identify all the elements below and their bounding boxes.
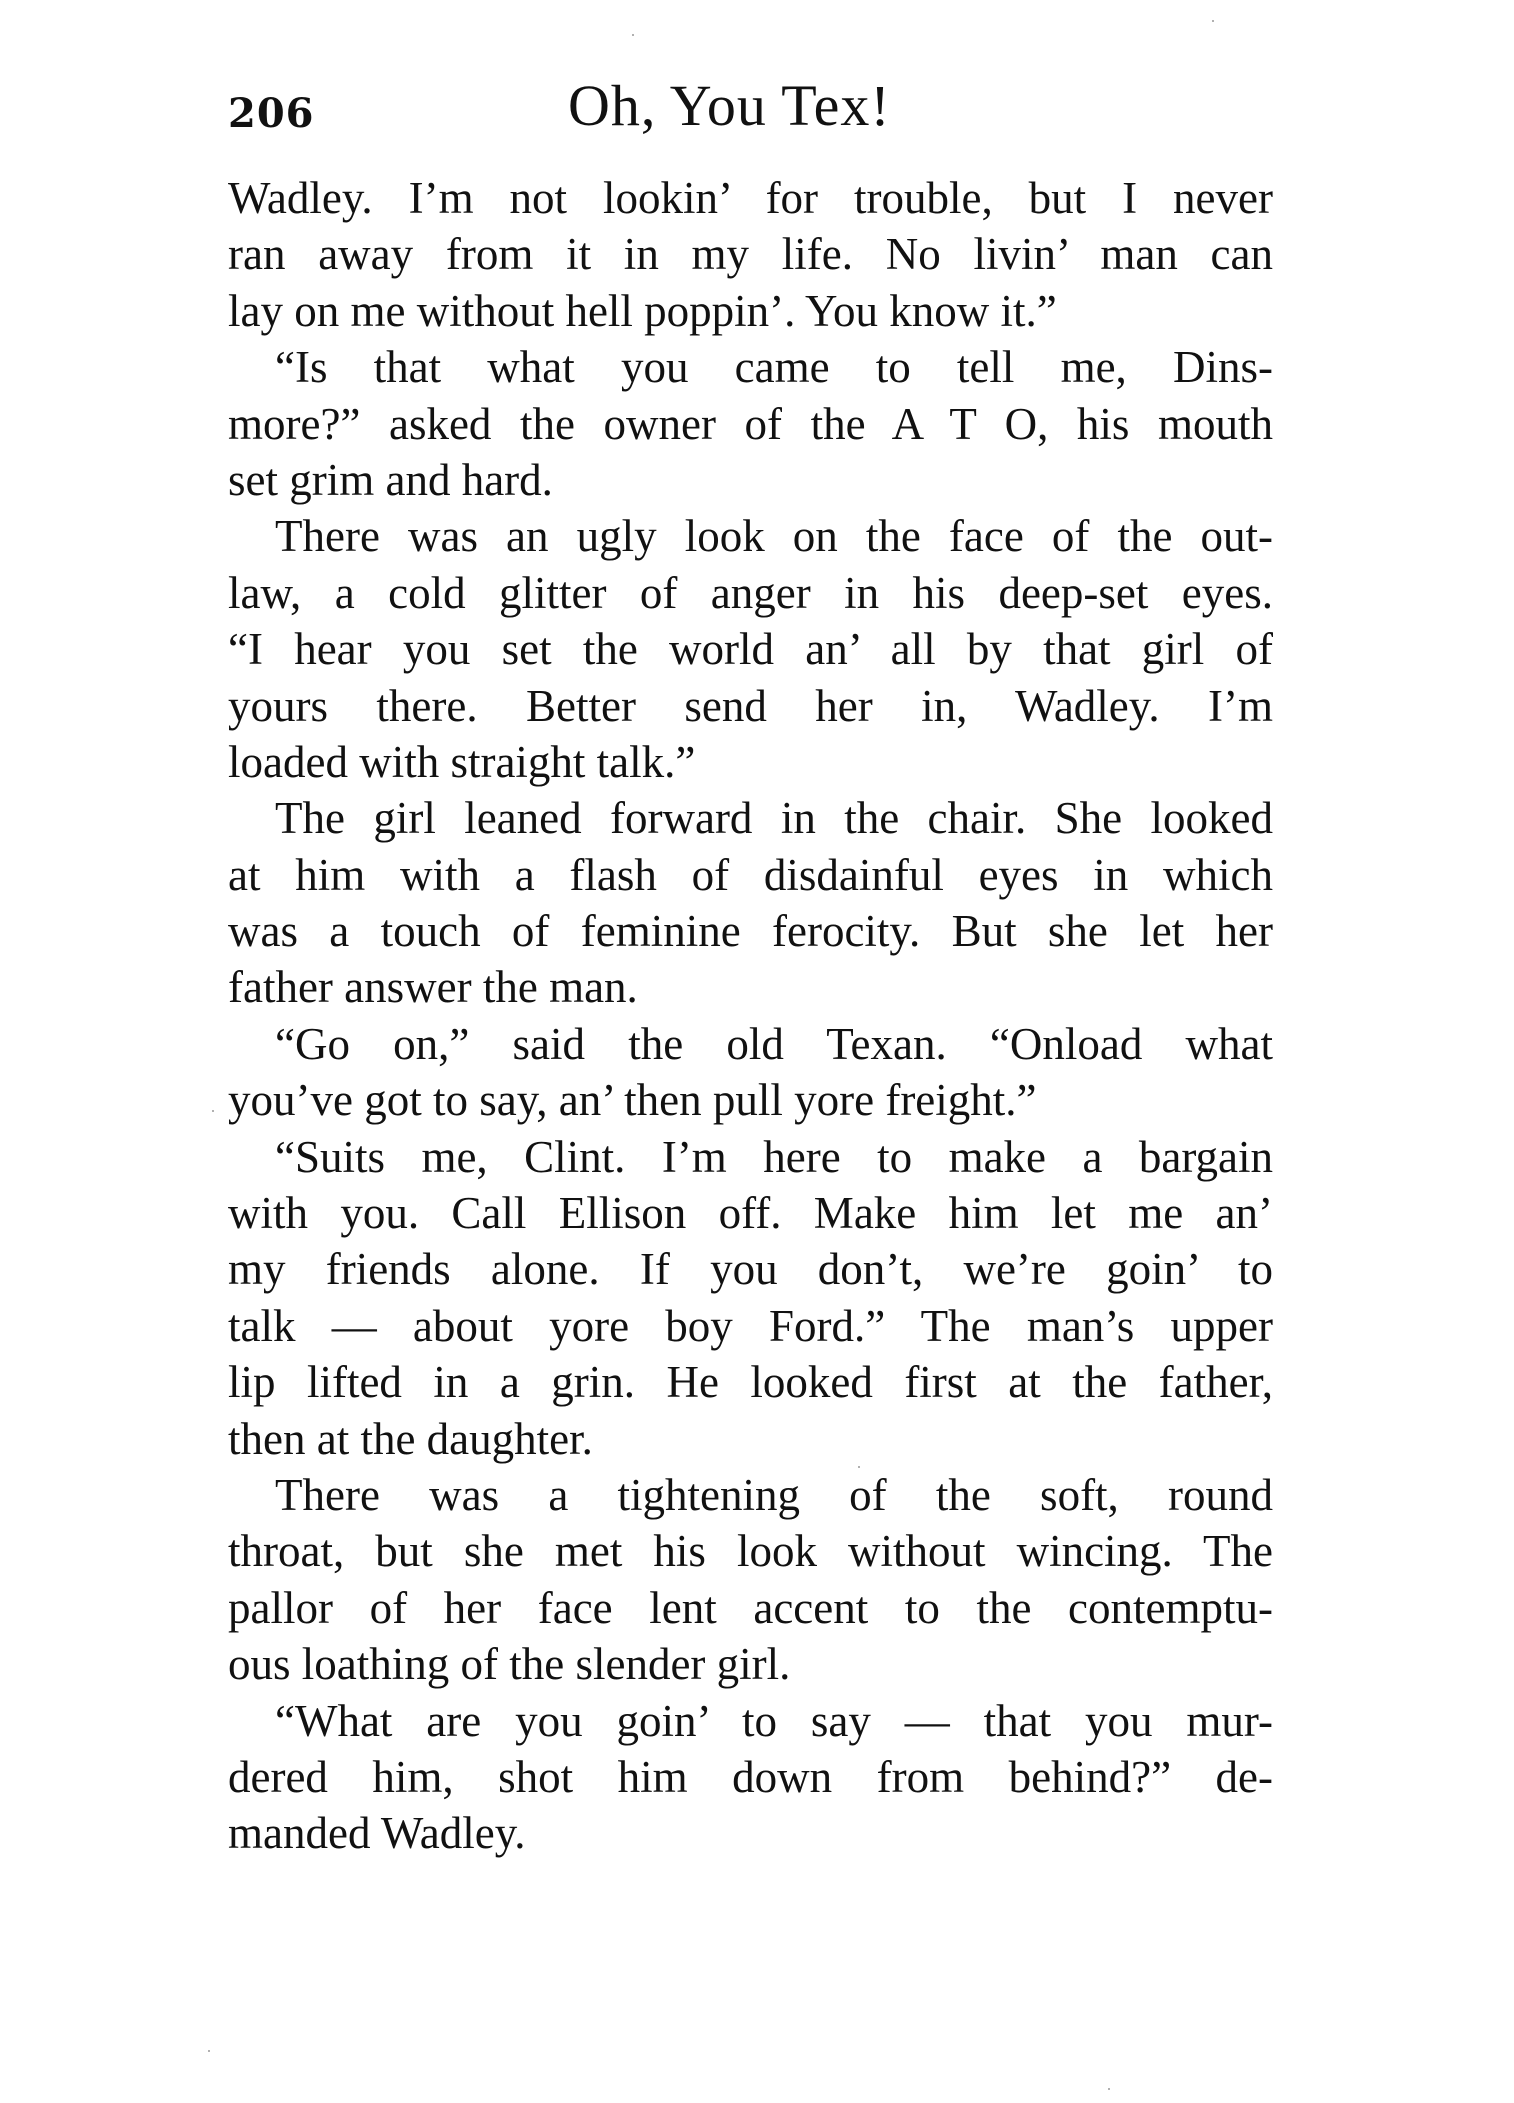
scan-speck bbox=[212, 1110, 214, 1112]
scan-speck bbox=[1212, 20, 1214, 22]
text-line: There was a tightening of the soft, round bbox=[275, 1469, 1273, 1520]
text-line: father answer the man. bbox=[228, 962, 638, 1013]
scan-speck bbox=[632, 34, 634, 36]
scan-speck bbox=[208, 2050, 210, 2052]
scan-speck bbox=[858, 1466, 860, 1468]
text-line: Wadley. I’m not lookin’ for trouble, but I never bbox=[228, 173, 1273, 223]
text-line: was a touch of feminine ferocity. But she let her bbox=[228, 906, 1273, 957]
page-header bbox=[228, 72, 1273, 152]
text-line: “Is that what you came to tell me, Dins- bbox=[275, 342, 1273, 393]
text-line: The girl leaned forward in the chair. She looked bbox=[275, 793, 1273, 844]
text-line: loaded with straight talk.” bbox=[228, 736, 696, 787]
body-text bbox=[228, 170, 1273, 1862]
text-line: set grim and hard. bbox=[228, 454, 553, 505]
text-line: more?” asked the owner of the A T O, his mouth bbox=[228, 398, 1273, 449]
text-line: talk — about yore boy Ford.” The man’s upper bbox=[228, 1300, 1273, 1351]
text-line: manded Wadley. bbox=[228, 1808, 526, 1859]
text-line: law, a cold glitter of anger in his deep-set eyes. bbox=[228, 567, 1273, 618]
text-line: “What are you goin’ to say — that you mur- bbox=[275, 1695, 1273, 1746]
text-line: ran away from it in my life. No livin’ man can bbox=[228, 229, 1273, 280]
text-line: with you. Call Ellison off. Make him let me an’ bbox=[228, 1188, 1273, 1239]
text-line: “Suits me, Clint. I’m here to make a bargain bbox=[275, 1131, 1273, 1182]
text-line: lay on me without hell poppin’. You know it.” bbox=[228, 285, 1057, 336]
text-line: yours there. Better send her in, Wadley. I’m bbox=[228, 680, 1273, 731]
scan-speck bbox=[1108, 2088, 1110, 2090]
text-line: There was an ugly look on the face of the out- bbox=[275, 511, 1273, 562]
page-number: 206 bbox=[228, 90, 315, 137]
text-line: ous loathing of the slender girl. bbox=[228, 1639, 791, 1690]
text-line: throat, but she met his look without wincing. The bbox=[228, 1526, 1273, 1577]
text-line: lip lifted in a grin. He looked first at the father, bbox=[228, 1357, 1273, 1408]
text-line: at him with a flash of disdainful eyes in which bbox=[228, 849, 1273, 900]
text-line: “Go on,” said the old Texan. “Onload what bbox=[275, 1018, 1273, 1069]
text-line: pallor of her face lent accent to the contemptu- bbox=[228, 1582, 1273, 1633]
text-line: my friends alone. If you don’t, we’re goin’ to bbox=[228, 1244, 1273, 1295]
text-line: dered him, shot him down from behind?” de- bbox=[228, 1751, 1273, 1802]
text-line: “I hear you set the world an’ all by that girl of bbox=[228, 624, 1273, 675]
text-line: then at the daughter. bbox=[228, 1413, 593, 1464]
running-title: Oh, You Tex! bbox=[568, 73, 891, 138]
text-line: you’ve got to say, an’ then pull yore freight.” bbox=[228, 1075, 1037, 1126]
